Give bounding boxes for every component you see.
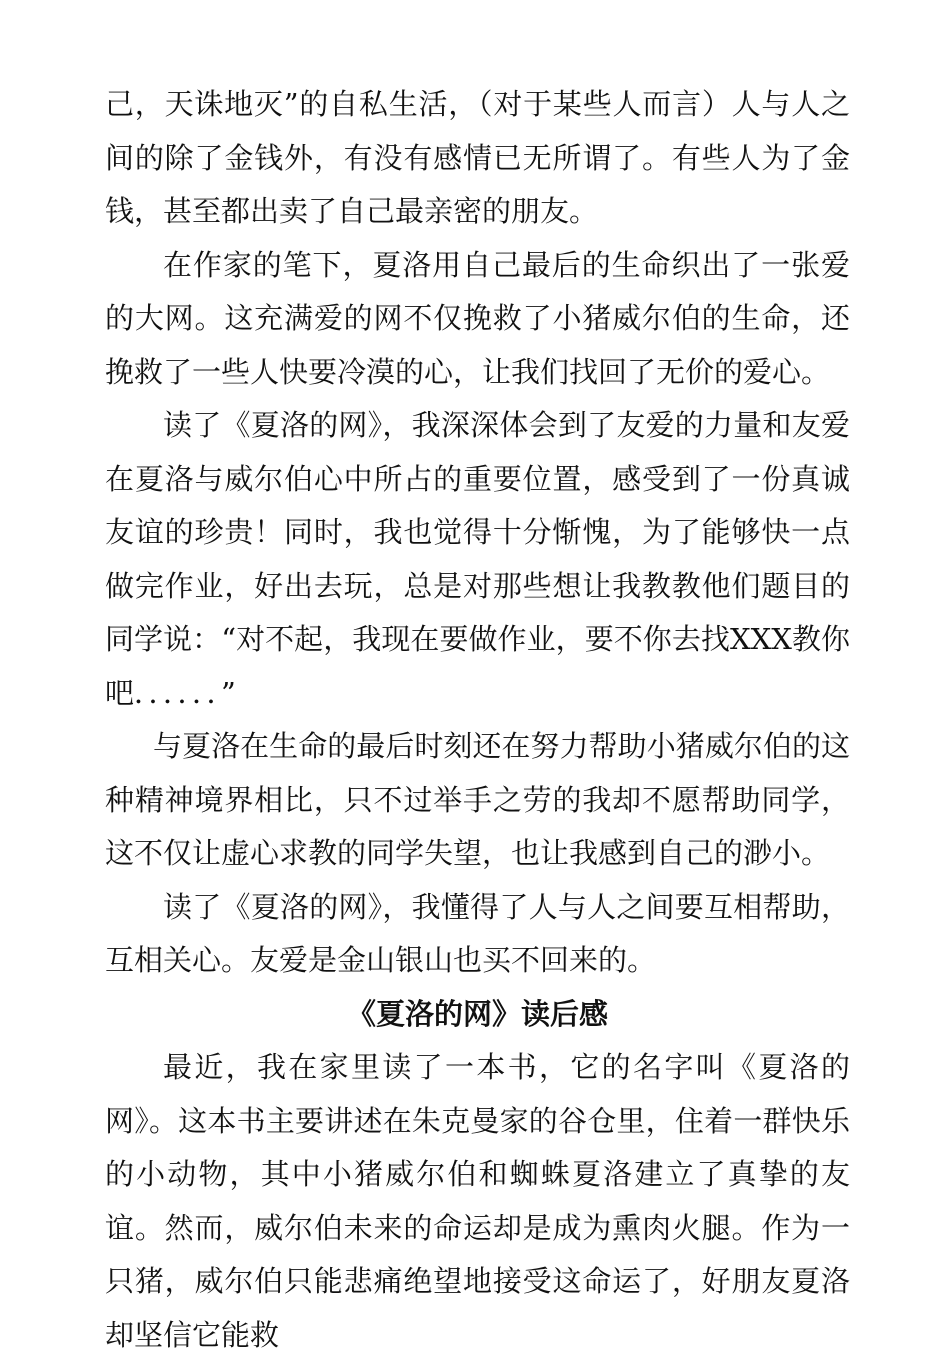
- paragraph-reflection: 读了《夏洛的网》，我深深体会到了友爱的力量和友爱在夏洛与威尔伯心中所占的重要位置，感受到了一份真诚友谊的珍贵！同时，我也觉得十分惭愧，为了能够快一点做完作业，好出去玩，总是对那些想让我教教他们题目的同学说：“对不起，我现在要做作业，要不你去找XXX教你吧．．．．．．”: [105, 408, 850, 710]
- essay-title: 《夏洛的网》读后感: [346, 996, 608, 1031]
- paragraph-comparison: 与夏洛在生命的最后时刻还在努力帮助小猪威尔伯的这种精神境界相比，只不过举手之劳的我却不愿帮助同学，这不仅让虚心求教的同学失望，也让我感到自己的渺小。: [105, 729, 850, 870]
- document-page: [105, 78, 850, 1362]
- paragraph-conclusion: 读了《夏洛的网》，我懂得了人与人之间要互相帮助，互相关心。友爱是金山银山也买不回来的。: [105, 889, 850, 977]
- paragraph-continuation: 己，天诛地灭”的自私生活，（对于某些人而言）人与人之间的除了金钱外，有没有感情已无所谓了。有些人为了金钱，甚至都出卖了自己最亲密的朋友。: [105, 87, 850, 228]
- paragraph-intro: 最近，我在家里读了一本书，它的名字叫《夏洛的网》。这本书主要讲述在朱克曼家的谷仓里，住着一群快乐的小动物，其中小猪威尔伯和蜘蛛夏洛建立了真挚的友谊。然而，威尔伯未来的命运却是成为熏肉火腿。作为一只猪，威尔伯只能悲痛绝望地接受这命运了，好朋友夏洛却坚信它能救: [105, 1050, 850, 1352]
- paragraph-net-of-love: 在作家的笔下，夏洛用自己最后的生命织出了一张爱的大网。这充满爱的网不仅挽救了小猪威尔伯的生命，还挽救了一些人快要冷漠的心，让我们找回了无价的爱心。: [105, 247, 850, 389]
